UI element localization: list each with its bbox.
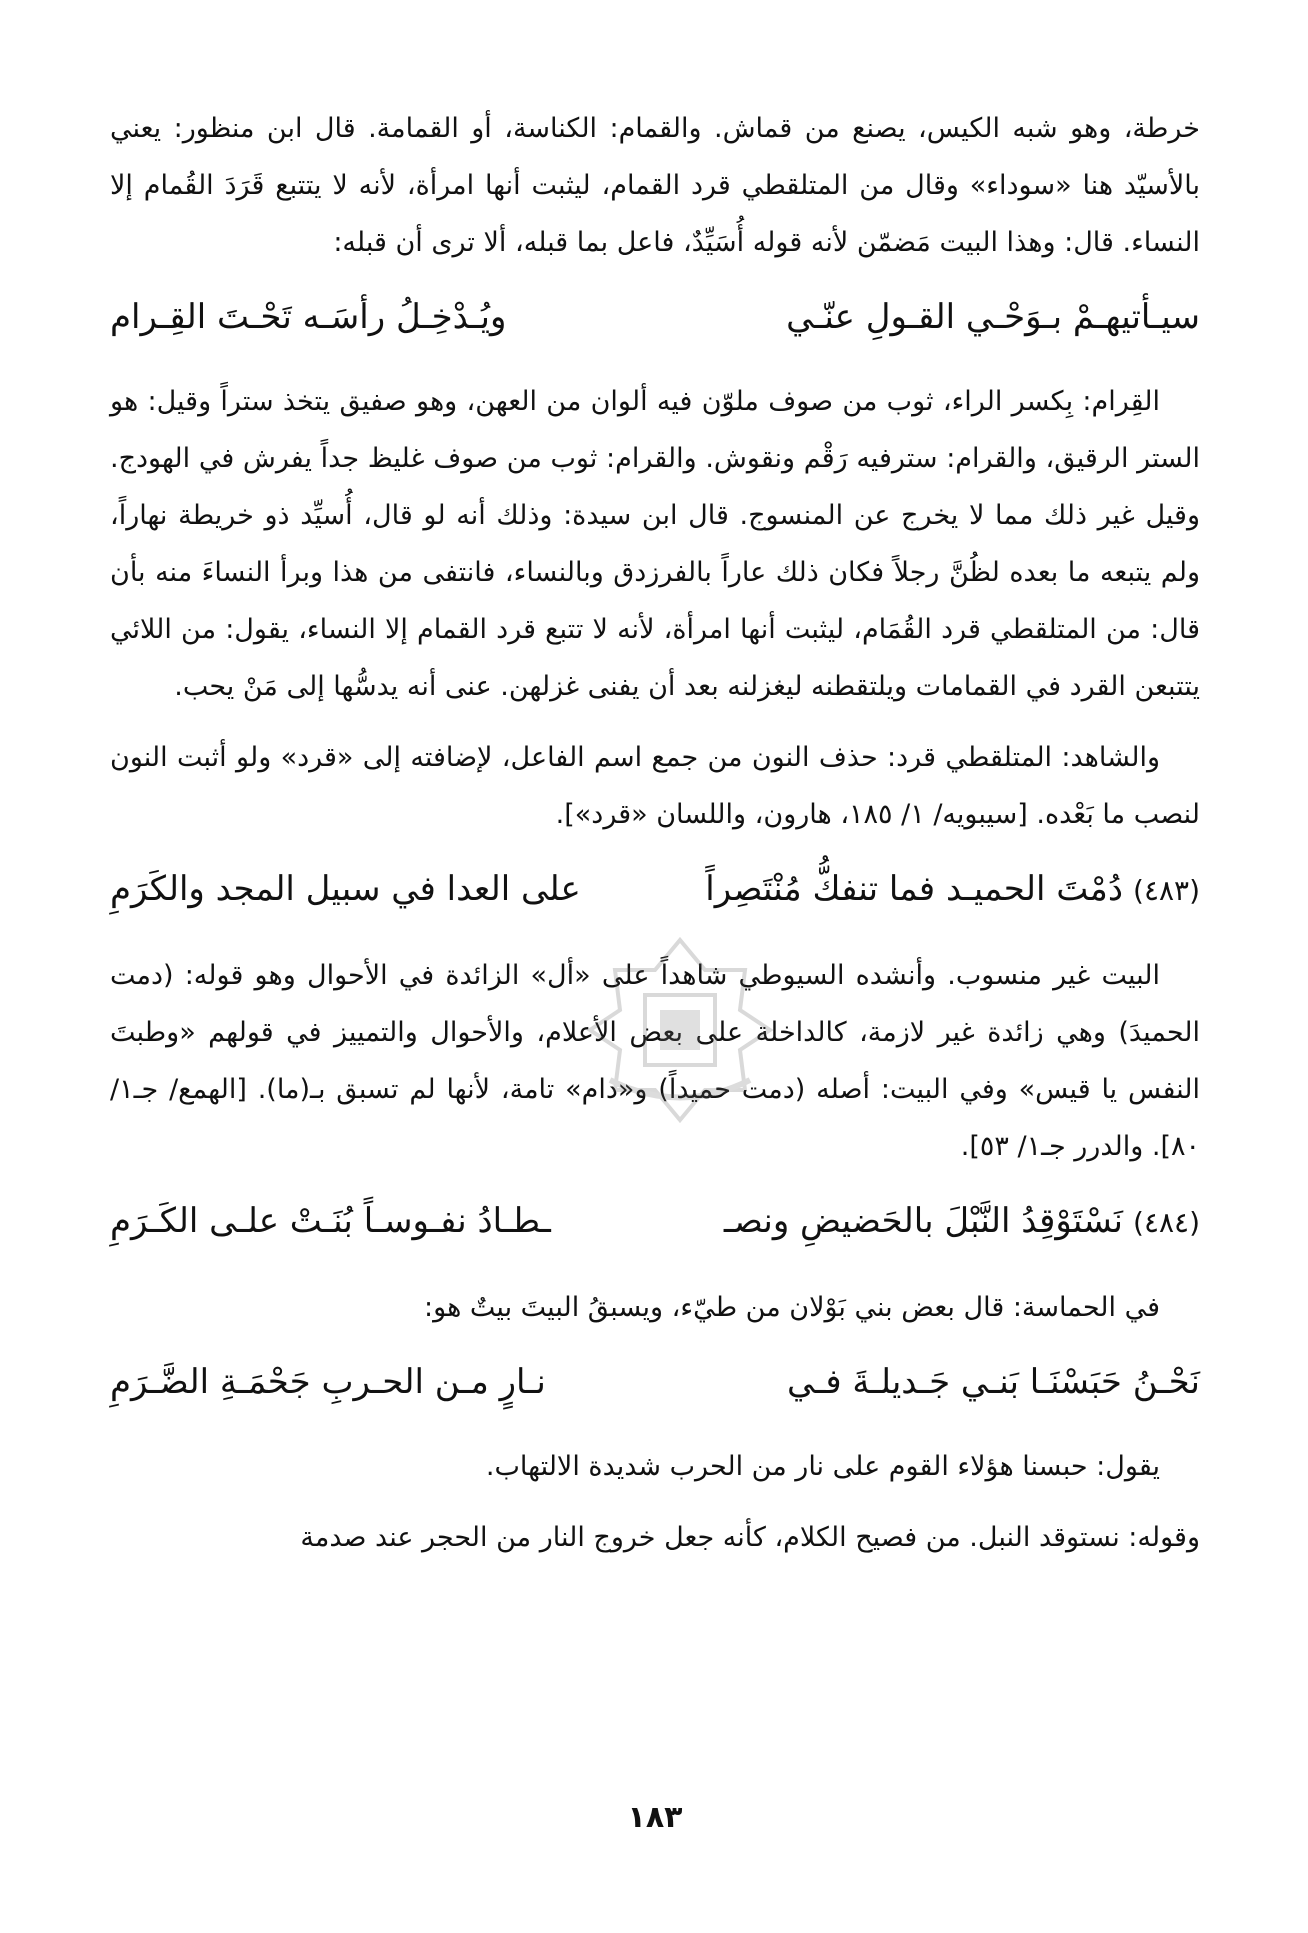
verse-hamasa xyxy=(110,1350,1200,1414)
paragraph-5: في الحماسة: قال بعض بني بَوْلان من طيّء، ويسبقُ البيتَ بيتٌ هو: xyxy=(424,1292,1160,1323)
paragraph-4: البيت غير منسوب. وأنشده السيوطي شاهداً على «أل» الزائدة في الأحوال وهو قوله: (دمت الحميدَ) وهي زائدة غير لازمة، كالداخلة على بعض الأعلام، والأحوال والتمييز في قولهم «وطبتَ النفس يا قيس» وفي البيت: أصله (دمت حميداً) و«دام» تامة، لأنها لم تسبق بـ(ما). [الهمع/ جـ١/ ٨٠]. والدرر جـ١/ ٥٣]. xyxy=(110,960,1200,1162)
verse-484-first-text: نَسْتَوْقِدُ النَّبْلَ بالحَضيضِ ونصـ xyxy=(723,1201,1123,1241)
verse-484 xyxy=(110,1189,1200,1255)
verse-1 xyxy=(110,285,1200,349)
paragraph-7: وقوله: نستوقد النبل. من فصيح الكلام، كأنه جعل خروج النار من الحجر عند صدمة xyxy=(300,1522,1200,1553)
paragraph-2: القِرام: بِكسر الراء، ثوب من صوف ملوّن فيه ألوان من العهن، وهو صفيق يتخذ ستراً وقيل: هو الستر الرقيق، والقرام: سترفيه رَقْم ونقوش. والقرام: ثوب من صوف غليظ جداً يفرش في الهودج. وقيل غير ذلك مما لا يخرج عن المنسوج. قال ابن سيدة: وذلك أنه لو قال، أُسيِّد ذو خريطة نهاراً، ولم يتبعه ما بعده لظُنَّ رجلاً فكان ذلك عاراً بالفرزدق وبالنساء، فانتفى من هذا وبرأ النساءَ منه بأن قال: من المتلقطي قرد القُمَام، ليثبت أنها امرأة، لأنه لا تتبع قرد القمام إلا النساء، يقول: من اللائي يتتبعن القرد في القمامات ويلتقطنه ليغزلنه بعد أن يفنى غزلهن. عنى أنه يدسُّها إلى مَنْ يحب. xyxy=(110,386,1200,702)
verse-1-first-hemistich: سيـأتيهـمْ بـوَحْـي القـولِ عنّـي xyxy=(786,297,1200,337)
verse-hamasa-second-hemistich: نـارٍ مـن الحـربِ جَحْمَـةِ الضَّـرَمِ xyxy=(110,1362,546,1402)
verse-hamasa-first-hemistich: نَحْـنُ حَبَسْنَـا بَنـي جَـديلـةَ فـي xyxy=(787,1362,1200,1402)
paragraph-6: يقول: حبسنا هؤلاء القوم على نار من الحرب شديدة الالتهاب. xyxy=(485,1451,1160,1482)
verse-484-second-hemistich: ـطـادُ نفـوسـاً بُنَـتْ علـى الكَـرَمِ xyxy=(110,1201,551,1241)
paragraph-3: والشاهد: المتلقطي قرد: حذف النون من جمع اسم الفاعل، لإضافته إلى «قرد» ولو أثبت النون لنصب ما بَعْده. [سيبويه/ ١/ ١٨٥، هارون، واللسان «قرد»]. xyxy=(110,742,1200,830)
verse-484-number: (٤٨٤) xyxy=(1133,1206,1200,1239)
verse-483-first-hemistich xyxy=(705,857,1200,923)
verse-483-second-hemistich: على العدا في سبيل المجد والكَرَمِ xyxy=(110,869,581,909)
verse-483-number: (٤٨٣) xyxy=(1133,874,1200,907)
verse-1-second-hemistich: ويُـدْخِـلُ رأسَـه تَحْـتَ القِـرام xyxy=(110,297,507,337)
verse-484-first-hemistich xyxy=(724,1189,1200,1255)
verse-483-first-text: دُمْتَ الحميـد فما تنفكُّ مُنْتَصِراً xyxy=(705,869,1123,909)
document-page xyxy=(110,100,1200,1880)
verse-483 xyxy=(110,857,1200,923)
page-number: ١٨٣ xyxy=(627,1800,683,1835)
paragraph-1: خرطة، وهو شبه الكيس، يصنع من قماش. والقمام: الكناسة، أو القمامة. قال ابن منظور: يعني بالأسيّد هنا «سوداء» وقال من المتلقطي قرد القمام، ليثبت أنها امرأة، لأنه لا يتتبع قَرَدَ القُمام إلا النساء. قال: وهذا البيت مَضمّن لأنه قوله أُسَيِّدٌ، فاعل بما قبله، ألا ترى أن قبله: xyxy=(110,113,1200,258)
